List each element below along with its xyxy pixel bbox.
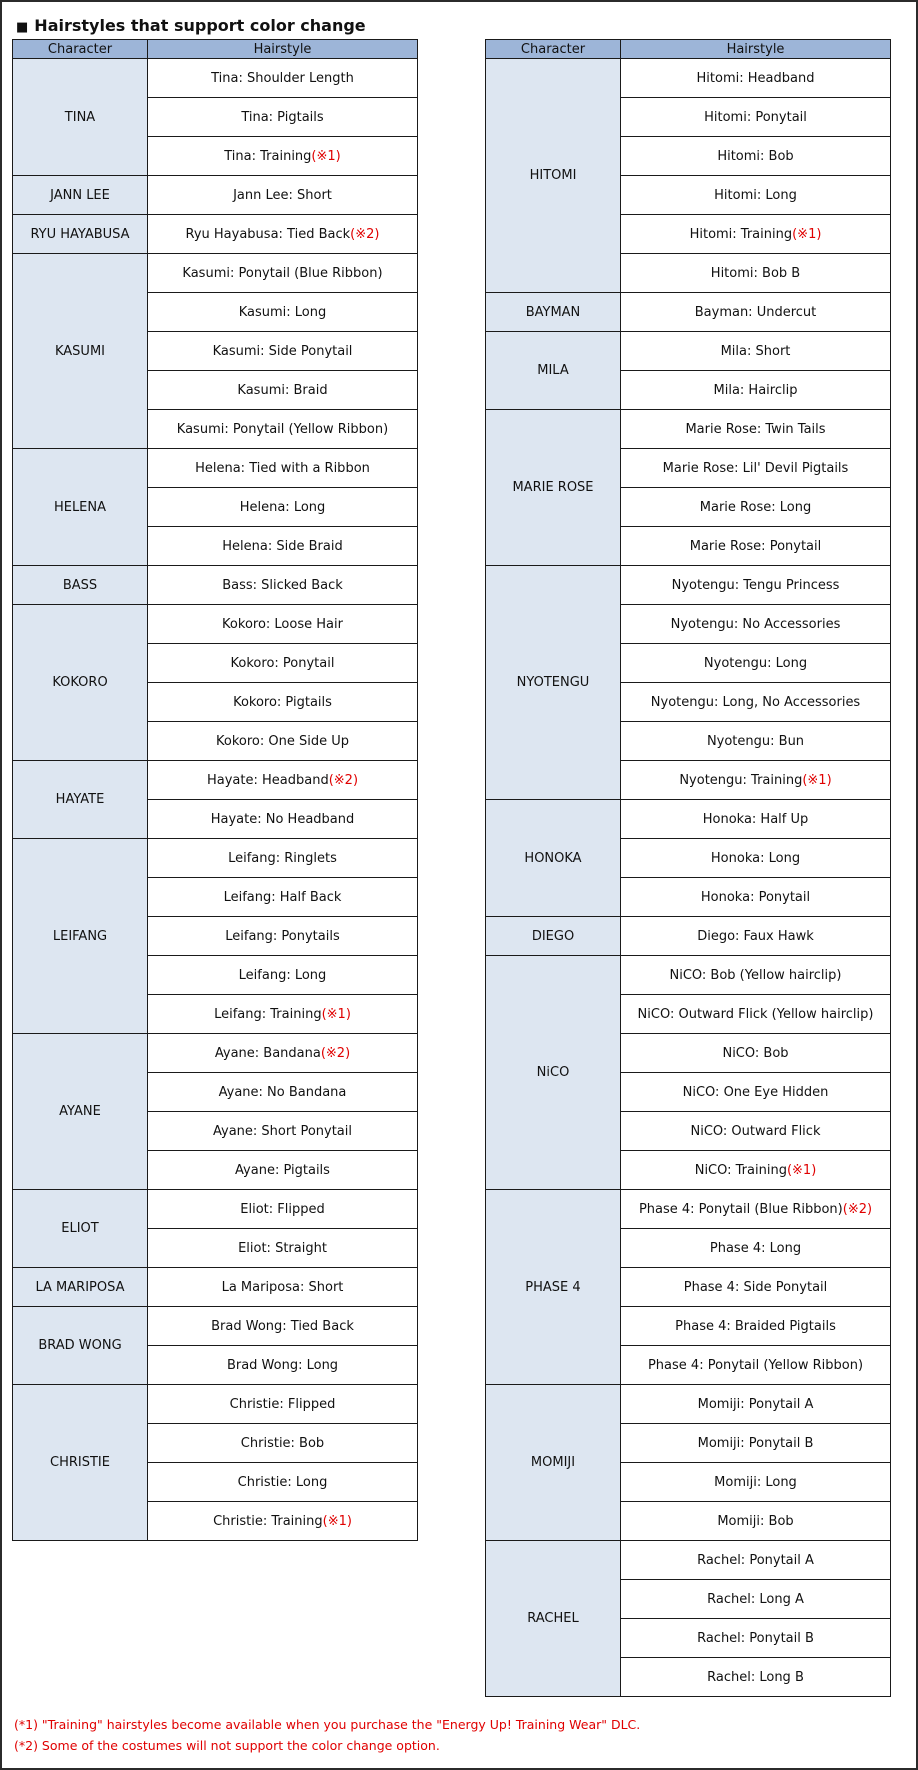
hairstyle-cell [148, 1190, 418, 1229]
hairstyle-cell [621, 1112, 891, 1151]
hairstyle-cell [621, 332, 891, 371]
table-row [486, 293, 891, 332]
hairstyle-cell [148, 995, 418, 1034]
hairstyle-cell [621, 1073, 891, 1112]
character-cell: NiCO [486, 956, 621, 1190]
hairstyle-cell [621, 1307, 891, 1346]
hairstyle-name: Kasumi: Braid [237, 382, 328, 398]
hairstyle-name: Momiji: Ponytail B [697, 1435, 814, 1451]
table-header-row [13, 40, 418, 59]
hairstyle-cell [621, 410, 891, 449]
table-row [486, 917, 891, 956]
table-row [13, 215, 418, 254]
footnote-mark: (※2) [320, 1045, 351, 1061]
hairstyle-cell [148, 1502, 418, 1541]
hairstyle-cell [148, 527, 418, 566]
hairstyle-name: Leifang: Long [238, 967, 327, 983]
hairstyle-name: Rachel: Long A [707, 1591, 804, 1607]
character-cell: DIEGO [486, 917, 621, 956]
hairstyle-name: Leifang: Half Back [223, 889, 342, 905]
table-row [13, 839, 418, 878]
hairstyle-cell [621, 1463, 891, 1502]
hairstyle-name: Mila: Hairclip [713, 382, 798, 398]
hairstyle-name: Leifang: Ponytails [225, 928, 340, 944]
hairstyle-name: Helena: Side Braid [222, 538, 343, 554]
character-cell: BRAD WONG [13, 1307, 148, 1385]
character-cell: JANN LEE [13, 176, 148, 215]
hairstyle-cell [148, 722, 418, 761]
page-title [16, 16, 366, 35]
hairstyle-name: Rachel: Ponytail A [697, 1552, 814, 1568]
hairstyle-cell [148, 1034, 418, 1073]
hairstyle-name: Nyotengu: Long [703, 655, 808, 671]
hairstyle-cell [621, 761, 891, 800]
hairstyle-name: Leifang: Ringlets [228, 850, 337, 866]
hairstyle-cell [148, 1112, 418, 1151]
hairstyle-name: Marie Rose: Ponytail [689, 538, 822, 554]
table-row [13, 1190, 418, 1229]
header-character: Character [486, 40, 621, 59]
hairstyle-name: Kasumi: Ponytail (Blue Ribbon) [182, 265, 383, 281]
hairstyle-name: Kokoro: Ponytail [230, 655, 335, 671]
table-row [486, 410, 891, 449]
hairstyle-cell [148, 215, 418, 254]
character-cell: RYU HAYABUSA [13, 215, 148, 254]
hairstyle-name: Marie Rose: Long [699, 499, 812, 515]
hairstyle-name: Tina: Training [224, 148, 312, 164]
header-hairstyle: Hairstyle [621, 40, 891, 59]
hairstyle-cell [148, 1463, 418, 1502]
hairstyle-cell [148, 449, 418, 488]
hairstyle-name: Hitomi: Long [714, 187, 797, 203]
hairstyle-cell [621, 566, 891, 605]
footnote-mark: (※2) [842, 1201, 873, 1217]
character-cell: MARIE ROSE [486, 410, 621, 566]
hairstyle-name: Honoka: Long [710, 850, 801, 866]
hairstyle-name: Phase 4: Ponytail (Blue Ribbon) [638, 1201, 843, 1217]
hairstyle-cell [148, 1151, 418, 1190]
hairstyle-cell [621, 449, 891, 488]
table-row [486, 956, 891, 995]
hairstyle-cell [621, 1346, 891, 1385]
hairstyle-table-right [485, 39, 891, 1697]
hairstyle-cell [621, 1268, 891, 1307]
hairstyle-name: Diego: Faux Hawk [697, 928, 814, 944]
hairstyle-name: Hitomi: Bob [717, 148, 794, 164]
hairstyle-name: Rachel: Ponytail B [697, 1630, 814, 1646]
table-row [486, 1385, 891, 1424]
hairstyle-cell [621, 527, 891, 566]
hairstyle-name: Jann Lee: Short [233, 187, 332, 203]
hairstyle-cell [148, 878, 418, 917]
table-row [13, 1385, 418, 1424]
hairstyle-name: NiCO: Outward Flick [690, 1123, 821, 1139]
footnote-mark: (※1) [322, 1513, 352, 1529]
footnote-mark: (※2) [350, 226, 380, 242]
hairstyle-name: Marie Rose: Lil' Devil Pigtails [662, 460, 849, 476]
hairstyle-name: Ayane: No Bandana [218, 1084, 347, 1100]
hairstyle-cell [621, 839, 891, 878]
hairstyle-name: Ayane: Short Ponytail [213, 1123, 352, 1139]
character-cell: BASS [13, 566, 148, 605]
hairstyle-name: Kasumi: Long [238, 304, 327, 320]
character-cell: KOKORO [13, 605, 148, 761]
hairstyle-name: Kasumi: Side Ponytail [212, 343, 353, 359]
hairstyle-cell [148, 800, 418, 839]
hairstyle-name: NiCO: Bob (Yellow hairclip) [669, 967, 842, 983]
table-row [13, 59, 418, 98]
table-row [13, 1268, 418, 1307]
hairstyle-cell [621, 605, 891, 644]
table-row [13, 449, 418, 488]
character-cell: PHASE 4 [486, 1190, 621, 1385]
character-cell: BAYMAN [486, 293, 621, 332]
hairstyle-name: Nyotengu: Bun [706, 733, 805, 749]
hairstyle-cell [148, 254, 418, 293]
hairstyle-cell [621, 215, 891, 254]
hairstyle-cell [621, 137, 891, 176]
footnote-mark: (※1) [311, 148, 341, 164]
hairstyle-name: Tina: Shoulder Length [211, 70, 354, 86]
hairstyle-name: Momiji: Ponytail A [697, 1396, 814, 1412]
character-cell: HELENA [13, 449, 148, 566]
square-bullet-icon: ■ [16, 20, 29, 35]
hairstyle-cell [621, 878, 891, 917]
hairstyle-cell [621, 683, 891, 722]
hairstyle-name: Leifang: Training [214, 1006, 322, 1022]
hairstyle-name: Phase 4: Long [709, 1240, 802, 1256]
hairstyle-cell [621, 1151, 891, 1190]
hairstyle-cell [621, 293, 891, 332]
character-cell: KASUMI [13, 254, 148, 449]
table-row [13, 254, 418, 293]
hairstyle-name: Kokoro: One Side Up [216, 733, 349, 749]
hairstyle-cell [621, 1541, 891, 1580]
table-row [486, 332, 891, 371]
hairstyle-name: Ayane: Bandana [214, 1045, 321, 1061]
hairstyle-name: Brad Wong: Tied Back [211, 1318, 354, 1334]
hairstyle-cell [148, 1346, 418, 1385]
hairstyle-name: Hitomi: Bob B [710, 265, 801, 281]
hairstyle-name: Nyotengu: Tengu Princess [671, 577, 840, 593]
hairstyle-cell [621, 722, 891, 761]
hairstyle-name: Marie Rose: Twin Tails [685, 421, 826, 437]
hairstyle-name: Ryu Hayabusa: Tied Back [185, 226, 351, 242]
hairstyle-cell [621, 1424, 891, 1463]
hairstyle-name: Nyotengu: No Accessories [670, 616, 841, 632]
header-character: Character [13, 40, 148, 59]
hairstyle-name: Christie: Bob [240, 1435, 325, 1451]
hairstyle-cell [148, 98, 418, 137]
table-header-row [486, 40, 891, 59]
hairstyle-name: Rachel: Long B [707, 1669, 804, 1685]
character-cell: ELIOT [13, 1190, 148, 1268]
hairstyle-cell [148, 1385, 418, 1424]
hairstyle-cell [621, 800, 891, 839]
hairstyle-name: Phase 4: Braided Pigtails [675, 1318, 836, 1334]
hairstyle-name: Momiji: Bob [717, 1513, 794, 1529]
hairstyle-name: La Mariposa: Short [221, 1279, 344, 1295]
hairstyle-name: Christie: Flipped [229, 1396, 336, 1412]
hairstyle-name: NiCO: Training [694, 1162, 787, 1178]
hairstyle-name: NiCO: Bob [722, 1045, 789, 1061]
hairstyle-cell [148, 1073, 418, 1112]
hairstyle-name: Helena: Long [239, 499, 326, 515]
table-row [486, 1541, 891, 1580]
table-row [13, 761, 418, 800]
hairstyle-cell [621, 1385, 891, 1424]
character-cell: LEIFANG [13, 839, 148, 1034]
hairstyle-cell [621, 371, 891, 410]
hairstyle-name: Kokoro: Loose Hair [222, 616, 343, 632]
hairstyle-name: Phase 4: Ponytail (Yellow Ribbon) [647, 1357, 864, 1373]
hairstyle-cell [148, 410, 418, 449]
table-row [13, 1034, 418, 1073]
hairstyle-name: Brad Wong: Long [226, 1357, 339, 1373]
hairstyle-name: Hitomi: Headband [696, 70, 815, 86]
hairstyle-cell [148, 683, 418, 722]
hairstyle-table-left [12, 39, 418, 1541]
hairstyle-name: Hayate: No Headband [210, 811, 355, 827]
hairstyle-name: Kokoro: Pigtails [233, 694, 332, 710]
table-row [13, 176, 418, 215]
hairstyle-cell [148, 1268, 418, 1307]
character-cell: HAYATE [13, 761, 148, 839]
hairstyle-name: Kasumi: Ponytail (Yellow Ribbon) [176, 421, 389, 437]
hairstyle-cell [148, 566, 418, 605]
hairstyle-cell [621, 995, 891, 1034]
hairstyle-name: Christie: Training [213, 1513, 323, 1529]
hairstyle-cell [148, 839, 418, 878]
hairstyle-cell [148, 1424, 418, 1463]
table-row [13, 605, 418, 644]
hairstyle-cell [621, 176, 891, 215]
hairstyle-name: Honoka: Ponytail [700, 889, 811, 905]
character-cell: NYOTENGU [486, 566, 621, 800]
hairstyle-name: NiCO: One Eye Hidden [682, 1084, 829, 1100]
character-cell: CHRISTIE [13, 1385, 148, 1541]
table-row [486, 566, 891, 605]
hairstyle-name: NiCO: Outward Flick (Yellow hairclip) [637, 1006, 874, 1022]
hairstyle-name: Bass: Slicked Back [222, 577, 343, 593]
hairstyle-cell [148, 488, 418, 527]
hairstyle-cell [621, 956, 891, 995]
table-row [13, 1307, 418, 1346]
table-row [486, 59, 891, 98]
hairstyle-name: Christie: Long [237, 1474, 328, 1490]
hairstyle-cell [148, 293, 418, 332]
hairstyle-name: Honoka: Half Up [702, 811, 809, 827]
hairstyle-name: Eliot: Straight [238, 1240, 327, 1256]
character-cell: AYANE [13, 1034, 148, 1190]
hairstyle-cell [148, 176, 418, 215]
title-text: Hairstyles that support color change [34, 16, 366, 35]
hairstyle-cell [148, 59, 418, 98]
hairstyle-name: Phase 4: Side Ponytail [683, 1279, 828, 1295]
footnote-mark: (※1) [792, 226, 822, 242]
character-cell: MOMIJI [486, 1385, 621, 1541]
hairstyle-cell [148, 137, 418, 176]
hairstyle-name: Ayane: Pigtails [235, 1162, 330, 1178]
hairstyle-cell [621, 1658, 891, 1697]
hairstyle-cell [621, 98, 891, 137]
hairstyle-cell [621, 1229, 891, 1268]
hairstyle-cell [148, 1307, 418, 1346]
hairstyle-cell [148, 371, 418, 410]
hairstyle-cell [148, 644, 418, 683]
footnote-mark: (※1) [786, 1162, 817, 1178]
character-cell: LA MARIPOSA [13, 1268, 148, 1307]
hairstyle-name: Nyotengu: Long, No Accessories [650, 694, 861, 710]
hairstyle-name: Hitomi: Ponytail [704, 109, 807, 125]
hairstyle-cell [621, 644, 891, 683]
hairstyle-cell [621, 1502, 891, 1541]
character-cell: HONOKA [486, 800, 621, 917]
table-row [486, 1190, 891, 1229]
character-cell: HITOMI [486, 59, 621, 293]
footnote-mark: (※2) [328, 772, 359, 788]
hairstyle-cell [148, 1229, 418, 1268]
hairstyle-cell [621, 1034, 891, 1073]
table-row [486, 800, 891, 839]
hairstyle-name: Hitomi: Training [689, 226, 793, 242]
hairstyle-cell [148, 956, 418, 995]
hairstyle-cell [148, 605, 418, 644]
hairstyle-cell [621, 1190, 891, 1229]
hairstyle-name: Momiji: Long [714, 1474, 797, 1490]
hairstyle-name: Mila: Short [720, 343, 791, 359]
hairstyle-name: Tina: Pigtails [241, 109, 324, 125]
hairstyle-name: Eliot: Flipped [240, 1201, 325, 1217]
hairstyle-cell [621, 488, 891, 527]
footnote-mark: (※1) [321, 1006, 351, 1022]
hairstyle-name: Bayman: Undercut [694, 304, 817, 320]
hairstyle-cell [148, 917, 418, 956]
footnote-mark: (※1) [802, 772, 832, 788]
hairstyle-cell [148, 761, 418, 800]
footnote-1: (*1) "Training" hairstyles become available when you purchase the "Energy Up! Training Wear" DLC. [14, 1717, 641, 1732]
table-row [13, 566, 418, 605]
hairstyle-name: Helena: Tied with a Ribbon [195, 460, 370, 476]
hairstyle-cell [621, 1580, 891, 1619]
header-hairstyle: Hairstyle [148, 40, 418, 59]
character-cell: RACHEL [486, 1541, 621, 1697]
footnote-2: (*2) Some of the costumes will not support the color change option. [14, 1738, 440, 1753]
hairstyle-cell [148, 332, 418, 371]
hairstyle-name: Hayate: Headband [206, 772, 329, 788]
hairstyle-cell [621, 59, 891, 98]
hairstyle-cell [621, 917, 891, 956]
hairstyle-cell [621, 1619, 891, 1658]
hairstyle-name: Nyotengu: Training [679, 772, 803, 788]
character-cell: TINA [13, 59, 148, 176]
hairstyle-cell [621, 254, 891, 293]
character-cell: MILA [486, 332, 621, 410]
